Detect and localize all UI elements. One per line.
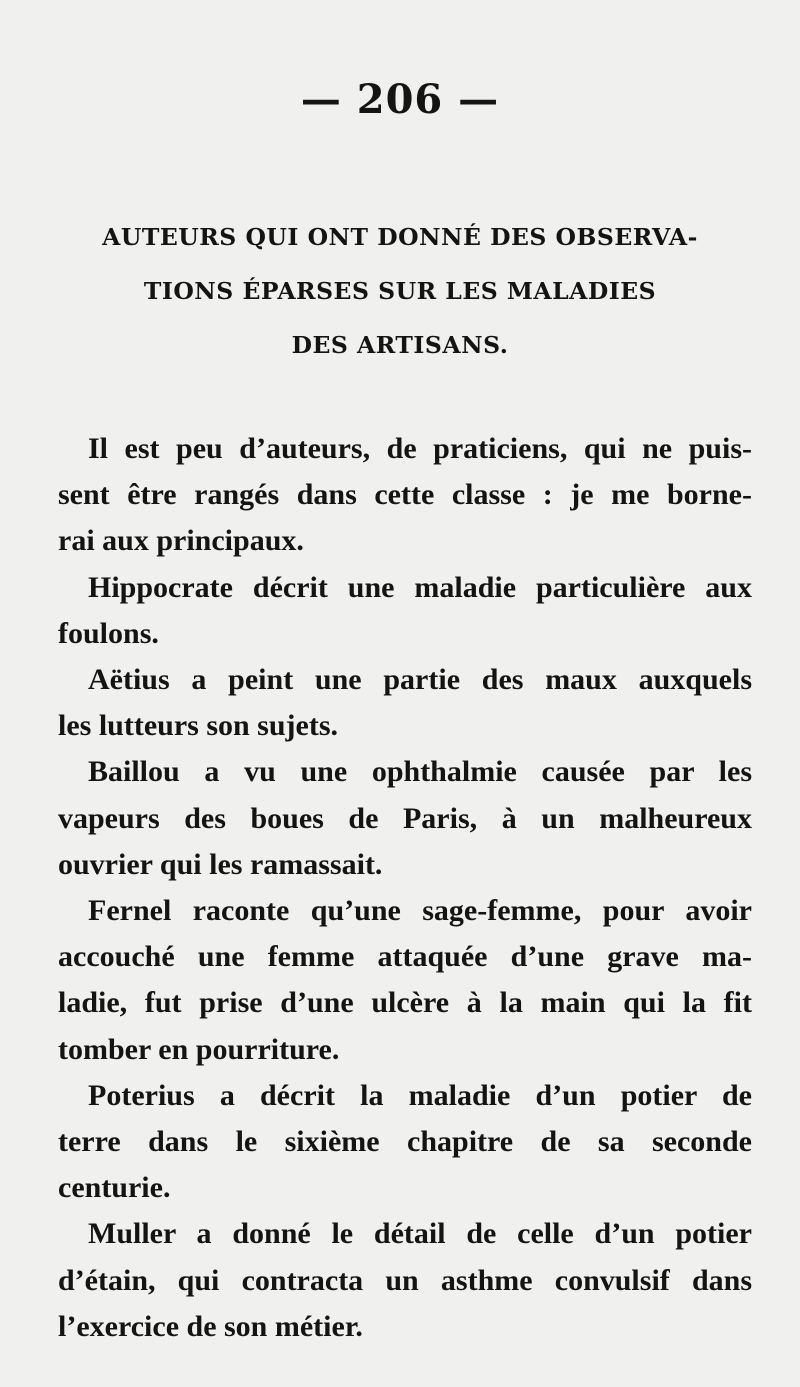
heading-line: DES ARTISANS. [291,331,509,359]
paragraph-aetius [58,657,752,749]
text-line: terre dans le sixième chapitre de sa seconde [58,1125,752,1159]
body-text [58,426,752,1350]
paragraph-fernel [58,888,752,1073]
text-line: Baillou a vu une ophthalmie causée par les [88,755,752,789]
section-heading [40,210,760,372]
text-line: Il est peu d’auteurs, de praticiens, qui ne puis- [88,432,752,465]
paragraph-muller [58,1211,752,1350]
text-line: Fernel raconte qu’une sage-femme, pour avoir [88,894,752,928]
text-line: accouché une femme attaquée d’une grave ma- [58,940,752,974]
text-line: centurie. [58,1171,171,1205]
text-line: les lutteurs son sujets. [58,709,339,743]
text-line: rai aux principaux. [58,524,304,558]
paragraph-praticiens [58,426,752,565]
text-line: Poterius a décrit la maladie d’un potier de [88,1078,752,1112]
text-line: tomber en pourriture. [58,1032,340,1066]
heading-line: AUTEURS QUI ONT DONNÉ DES OBSERVA- [102,223,698,251]
text-line: ouvrier qui les ramassait. [58,847,383,881]
page-number: — 206 — [300,76,500,123]
text-line: Hippocrate décrit une maladie particulière aux [88,570,752,604]
text-line: d’étain, qui contracta un asthme convulsif dans [58,1263,752,1297]
text-line: foulons. [58,616,159,650]
text-line: ladie, fut prise d’une ulcère à la main qui la fit [58,986,752,1020]
heading-line: TIONS ÉPARSES SUR LES MALADIES [143,277,657,305]
text-line: l’exercice de son métier. [58,1309,363,1343]
text-line: sent être rangés dans cette classe : je me borne- [58,478,752,512]
text-line: Aëtius a peint une partie des maux auxquels [88,663,752,697]
text-line: Muller a donné le détail de celle d’un potier [88,1217,752,1251]
text-line: vapeurs des boues de Paris, à un malheureux [58,801,752,835]
paragraph-hippocrate [58,565,752,657]
paragraph-poterius [58,1073,752,1212]
paragraph-baillou [58,749,752,888]
